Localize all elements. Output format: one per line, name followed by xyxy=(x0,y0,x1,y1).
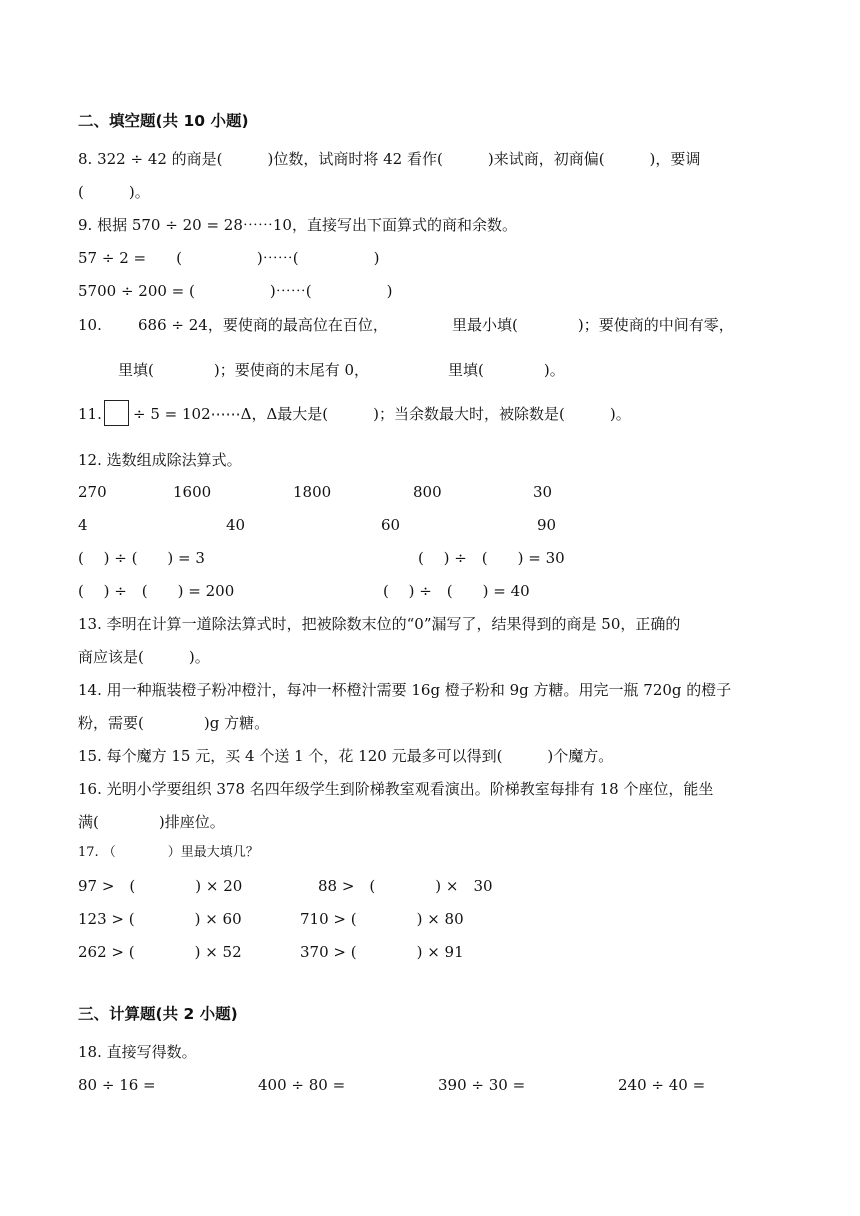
division-equation: ( ) ÷ ( ) = 3 xyxy=(78,549,205,567)
question-8-line-2: ( )。 xyxy=(78,183,150,201)
question-13-line-1: 13. 李明在计算一道除法算式时，把被除数末位的“0”漏写了，结果得到的商是 50，正确的 xyxy=(78,615,681,633)
question-13-line-2: 商应该是( )。 xyxy=(78,648,210,666)
calculation-item: 390 ÷ 30 = xyxy=(438,1076,526,1094)
question-14-line-1: 14. 用一种瓶装橙子粉冲橙汁，每冲一杯橙汁需要 16g 橙子粉和 9g 方糖。用完一瓶 720g 的橙子 xyxy=(78,681,732,699)
question-8-line-1: 8. 322 ÷ 42 的商是( )位数，试商时将 42 看作( )来试商，初商偏( )，要调 xyxy=(78,150,701,168)
answer-box xyxy=(104,400,129,426)
question-14-line-2: 粉，需要( )g 方糖。 xyxy=(78,714,270,732)
question-10-number: 10. xyxy=(78,316,102,334)
question-9-line-b: 5700 ÷ 200 = ( )⋯⋯( ) xyxy=(78,282,393,300)
calculation-item: 80 ÷ 16 = xyxy=(78,1076,156,1094)
inequality-item: 123 > ( ) × 60 xyxy=(78,910,242,928)
division-equation: ( ) ÷ ( ) = 40 xyxy=(383,582,530,600)
question-10-part-2: 里最小填( )；要使商的中间有零， xyxy=(452,316,734,334)
question-15-line: 15. 每个魔方 15 元，买 4 个送 1 个，花 120 元最多可以得到( )个魔方。 xyxy=(78,747,614,765)
question-10-part-1: 686 ÷ 24，要使商的最高位在百位， xyxy=(138,316,388,334)
number-option: 800 xyxy=(413,483,442,501)
number-option: 4 xyxy=(78,516,88,534)
calculation-item: 240 ÷ 40 = xyxy=(618,1076,706,1094)
question-16-line-2: 满( )排座位。 xyxy=(78,813,225,831)
question-17-intro: 17. （ ）里最大填几？ xyxy=(78,845,259,860)
question-11-number: 11. xyxy=(78,405,102,423)
question-18-intro: 18. 直接写得数。 xyxy=(78,1043,197,1061)
number-option: 270 xyxy=(78,483,107,501)
inequality-item: 262 > ( ) × 52 xyxy=(78,943,242,961)
inequality-item: 370 > ( ) × 91 xyxy=(300,943,464,961)
question-9-line-a: 57 ÷ 2 = ( )⋯⋯( ) xyxy=(78,249,380,267)
section-3-heading: 三、计算题(共 2 小题) xyxy=(78,1005,238,1023)
section-2-heading: 二、填空题(共 10 小题) xyxy=(78,112,249,130)
division-equation: ( ) ÷ ( ) = 30 xyxy=(418,549,565,567)
question-12-intro: 12. 选数组成除法算式。 xyxy=(78,451,242,469)
division-equation: ( ) ÷ ( ) = 200 xyxy=(78,582,235,600)
number-option: 30 xyxy=(533,483,553,501)
number-option: 90 xyxy=(537,516,557,534)
calculation-item: 400 ÷ 80 = xyxy=(258,1076,346,1094)
question-16-line-1: 16. 光明小学要组织 378 名四年级学生到阶梯教室观看演出。阶梯教室每排有 18 个座位，能坐 xyxy=(78,780,714,798)
number-option: 1600 xyxy=(173,483,212,501)
number-option: 40 xyxy=(226,516,246,534)
question-9-intro: 9. 根据 570 ÷ 20 = 28⋯⋯10，直接写出下面算式的商和余数。 xyxy=(78,216,517,234)
inequality-item: 88 > ( ) × 30 xyxy=(318,877,493,895)
question-10-part-4: 里填( )。 xyxy=(448,361,565,379)
number-option: 1800 xyxy=(293,483,332,501)
inequality-item: 710 > ( ) × 80 xyxy=(300,910,464,928)
question-10-part-3: 里填( )；要使商的末尾有 0， xyxy=(118,361,370,379)
number-option: 60 xyxy=(381,516,401,534)
inequality-item: 97 > ( ) × 20 xyxy=(78,877,243,895)
question-11-text: ÷ 5 = 102⋯⋯Δ，Δ最大是( )；当余数最大时，被除数是( )。 xyxy=(133,405,631,423)
